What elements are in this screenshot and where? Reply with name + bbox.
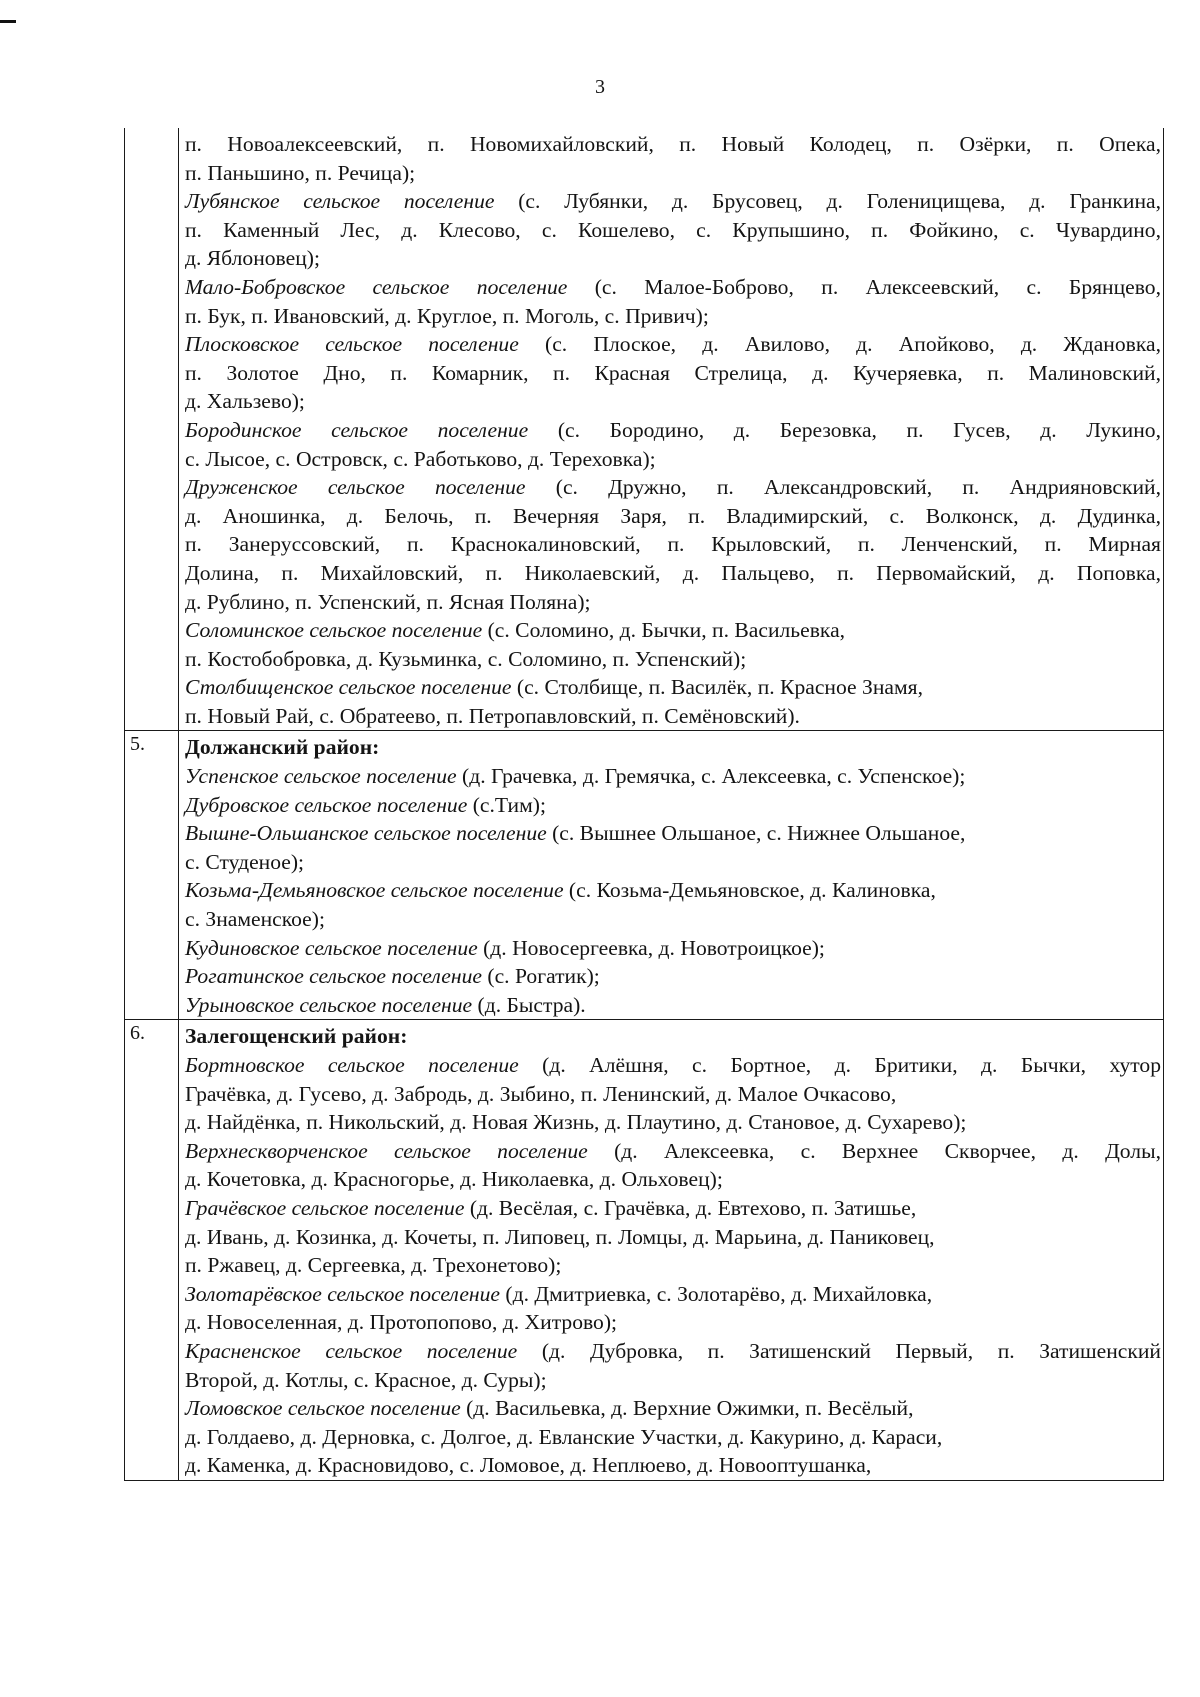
scan-corner-mark [0,20,16,23]
settlement-villages: Второй, д. Котлы, с. Красное, д. Суры); [185,1367,547,1392]
settlement-villages: п. Паньшино, п. Речица); [185,160,416,185]
settlement-line [185,991,1161,1020]
settlement-line [185,876,1161,905]
settlement-line [185,1394,1161,1423]
settlement-line [185,1337,1161,1366]
settlement-villages: с. Знаменское); [185,907,325,932]
settlement-name: Дубровское сельское поселение [185,792,468,817]
settlement-line [185,616,1161,645]
settlement-line [185,330,1161,359]
settlement-line [185,1137,1161,1166]
settlement-name: Кудиновское сельское поселение [185,935,478,960]
settlement-line [185,1165,1161,1194]
settlement-line [185,702,1161,731]
settlement-villages: п. Занерусcовский, п. Краснокалиновский, п. Крыловский, п. Ленченский, п. Мирная [185,532,1161,557]
district-heading: Залегощенский район: [185,1024,408,1049]
row-content [179,128,1164,731]
row-number [125,128,179,731]
settlement-line [185,359,1161,388]
settlement-line [185,1251,1161,1280]
settlement-villages: (д. Грачевка, д. Гремячка, с. Алексеевка, с. Успенское); [456,764,966,789]
settlements-table [124,128,1164,1481]
settlement-villages: (д. Новосергеевка, д. Новотроицкое); [477,935,825,960]
settlement-line [185,1223,1161,1252]
settlement-line [185,187,1161,216]
settlement-villages: (д. Весёлая, с. Грачёвка, д. Евтехово, п. Затишье, [464,1195,917,1220]
settlement-line [185,934,1161,963]
settlement-villages: (д. Алексеевка, с. Верхнее Скворчее, д. Долы, [587,1138,1161,1163]
settlement-villages: д. Хальзево); [185,389,305,414]
settlement-name: Рогатинское сельское поселение [185,964,482,989]
settlement-name: Друженское сельское поселение [185,475,526,500]
settlement-villages: д. Аношинка, д. Белочь, п. Вечерняя Заря, п. Владимирский, с. Волконск, д. Дудинка, [185,503,1161,528]
table-row [125,128,1164,731]
settlement-line [185,445,1161,474]
settlement-villages: Грачёвка, д. Гусево, д. Забродь, д. Зыбино, п. Ленинский, д. Малое Очкасово, [185,1081,897,1106]
settlement-line [185,559,1161,588]
settlement-line [185,1080,1161,1109]
district-heading: Должанский район: [185,735,380,760]
settlement-villages: (с. Козьма-Демьяновское, д. Калиновка, [563,878,936,903]
table-row [125,1020,1164,1481]
settlement-line [185,244,1161,273]
settlement-villages: п. Каменный Лес, д. Клесово, с. Кошелево, с. Крупышино, п. Фойкино, с. Чувардино, [185,217,1161,242]
row-number: 5. [125,731,179,1020]
settlement-name: Лубянское сельское поселение [185,189,495,214]
row-content [179,1020,1164,1481]
settlement-villages: (с. Дружно, п. Александровский, п. Андрияновский, [525,475,1161,500]
settlement-name: Золотарёвское сельское поселение [185,1281,500,1306]
settlement-line [185,1423,1161,1452]
settlement-line [185,762,1161,791]
table-row [125,731,1164,1020]
settlement-villages: п. Костобобровка, д. Кузьминка, с. Соломино, п. Успенский); [185,646,747,671]
settlement-name: Плосковское сельское поселение [185,332,519,357]
settlement-villages: п. Бук, п. Ивановский, д. Круглое, п. Моголь, с. Привич); [185,303,709,328]
settlement-line [185,673,1161,702]
settlement-line [185,502,1161,531]
settlement-villages: п. Золотое Дно, п. Комарник, п. Красная Стрелица, д. Кучеряевка, п. Малиновский, [185,360,1161,385]
settlement-villages: п. Новоалексеевский, п. Новомихайловский, п. Новый Колодец, п. Озёрки, п. Опека, [185,132,1161,156]
settlement-villages: (с. Бородино, д. Березовка, п. Гусев, д. Лукино, [528,417,1161,442]
settlement-name: Красненское сельское поселение [185,1338,518,1363]
row-number: 6. [125,1020,179,1481]
settlement-name: Столбищенское сельское поселение [185,675,512,700]
settlement-line [185,530,1161,559]
settlement-villages: д. Яблоновец); [185,246,320,271]
settlement-villages: д. Новоселенная, д. Протопопово, д. Хитрово); [185,1310,618,1335]
settlement-name: Козьма-Демьяновское сельское поселение [185,878,564,903]
settlement-villages: (с. Лубянки, д. Брусовец, д. Голеницищева, д. Гранкина, [494,189,1161,214]
settlement-line [185,819,1161,848]
settlement-line [185,273,1161,302]
settlement-name: Урыновское сельское поселение [185,992,473,1017]
settlement-name: Грачёвское сельское поселение [185,1195,465,1220]
settlement-line [185,791,1161,820]
settlement-line [185,159,1161,188]
settlement-line [185,302,1161,331]
settlement-line [185,905,1161,934]
settlement-line [185,216,1161,245]
settlement-line [185,130,1161,159]
settlement-villages: (с. Рогатик); [481,964,600,989]
settlement-line [185,1451,1161,1480]
settlement-villages: п. Ржавец, д. Сергеевка, д. Трехонетово); [185,1253,562,1278]
settlement-villages: (д. Дубровка, п. Затишенский Первый, п. Затишенский [517,1338,1161,1363]
settlement-line [185,962,1161,991]
settlement-villages: (д. Васильевка, д. Верхние Ожимки, п. Весёлый, [460,1396,914,1421]
settlement-line [185,416,1161,445]
settlement-villages: (с. Соломино, д. Бычки, п. Васильевка, [482,618,846,643]
settlement-name: Ломовское сельское поселение [185,1396,461,1421]
settlement-line [185,387,1161,416]
settlement-name: Верхнескворченское сельское поселение [185,1138,588,1163]
settlement-line [185,645,1161,674]
settlement-villages: (с. Столбище, п. Василёк, п. Красное Знамя, [511,675,923,700]
page-number: 3 [595,76,605,98]
settlement-line [185,1108,1161,1137]
settlement-villages: (д. Дмитриевка, с. Золотарёво, д. Михайловка, [500,1281,933,1306]
settlement-villages: д. Голдаево, д. Дерновка, с. Долгое, д. Евланские Участки, д. Какурино, д. Караси, [185,1424,943,1449]
settlement-villages: Долина, п. Михайловский, п. Николаевский, д. Пальцево, п. Первомайский, д. Поповка, [185,560,1161,585]
settlement-villages: (с. Малое-Боброво, п. Алексеевский, с. Брянцево, [567,274,1161,299]
settlement-villages: (с. Вышнее Ольшаное, с. Нижнее Ольшаное, [546,821,966,846]
settlement-villages: (с. Плоское, д. Авилово, д. Апойково, д. Ждановка, [518,332,1161,357]
settlement-villages: д. Каменка, д. Красновидово, с. Ломовое, д. Неплюево, д. Новооптушанка, [185,1453,872,1478]
settlement-villages: д. Ивань, д. Козинка, д. Кочеты, п. Липовец, п. Ломцы, д. Марьина, д. Паниковец, [185,1224,935,1249]
settlement-villages: (д. Быстра). [472,992,586,1017]
settlement-villages: с. Студеное); [185,849,305,874]
row-content [179,731,1164,1020]
settlement-line [185,1280,1161,1309]
settlement-name: Бортновское сельское поселение [185,1053,519,1077]
settlement-villages: д. Кочетовка, д. Красногорье, д. Николаевка, д. Ольховец); [185,1167,723,1192]
settlement-name: Соломинское сельское поселение [185,618,483,643]
settlement-line [185,848,1161,877]
settlement-line [185,1366,1161,1395]
settlement-name: Мало-Бобровское сельское поселение [185,274,568,299]
settlement-villages: с. Лысое, с. Островск, с. Работьково, д. Тереховка); [185,446,656,471]
settlement-villages: д. Рублино, п. Успенский, п. Ясная Поляна); [185,589,591,614]
settlement-name: Вышне-Ольшанское сельское поселение [185,821,547,846]
settlement-line [185,473,1161,502]
settlement-name: Успенское сельское поселение [185,764,457,789]
settlement-line [185,588,1161,617]
settlement-villages: (д. Алёшня, с. Бортное, д. Бритики, д. Бычки, хутор [518,1053,1161,1077]
settlement-name: Бородинское сельское поселение [185,417,529,442]
settlement-villages: (с.Тим); [467,792,546,817]
settlement-villages: п. Новый Рай, с. Обратеево, п. Петропавловский, п. Семёновский). [185,703,800,728]
settlement-line [185,1308,1161,1337]
settlement-villages: д. Найдёнка, п. Никольский, д. Новая Жизнь, д. Плаутино, д. Становое, д. Сухарево); [185,1110,967,1135]
settlement-line [185,1051,1161,1080]
settlement-line [185,1194,1161,1223]
